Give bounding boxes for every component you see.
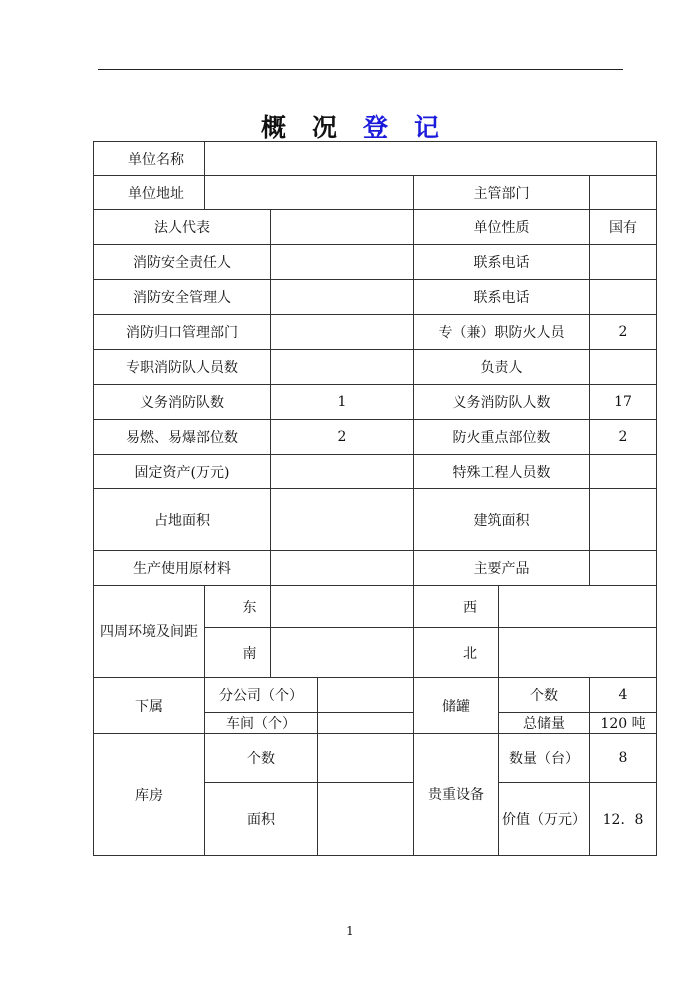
main-products-value[interactable]	[590, 551, 657, 586]
flammable-parts-label: 易燃、易爆部位数	[94, 420, 271, 455]
unit-address-value[interactable]	[205, 176, 414, 210]
fixed-assets-label: 固定资产(万元)	[94, 455, 271, 489]
title-char: 况	[311, 113, 337, 142]
branch-label: 分公司（个）	[205, 678, 318, 713]
unit-nature-value[interactable]: 国有	[590, 210, 657, 245]
tanks-label: 储罐	[414, 678, 499, 734]
title-char: 登	[363, 113, 389, 142]
supervisor-dept-value[interactable]	[590, 176, 657, 210]
legal-rep-label: 法人代表	[94, 210, 271, 245]
fire-safety-manager-value[interactable]	[271, 280, 414, 315]
fire-management-dept-value[interactable]	[271, 315, 414, 350]
fulltime-fire-staff-value[interactable]: 2	[590, 315, 657, 350]
building-area-label: 建筑面积	[414, 489, 590, 551]
supervisor-dept-label: 主管部门	[414, 176, 590, 210]
building-area-value[interactable]	[590, 489, 657, 551]
volunteer-member-count-value[interactable]: 17	[590, 385, 657, 420]
east-label: 东	[205, 586, 271, 628]
contact-phone-2-label: 联系电话	[414, 280, 590, 315]
unit-name-label: 单位名称	[94, 142, 205, 176]
special-staff-value[interactable]	[590, 455, 657, 489]
equipment-qty-value[interactable]: 8	[590, 734, 657, 783]
raw-materials-value[interactable]	[271, 551, 414, 586]
fulltime-team-count-value[interactable]	[271, 350, 414, 385]
east-value[interactable]	[271, 586, 414, 628]
north-value[interactable]	[499, 628, 657, 678]
land-area-value[interactable]	[271, 489, 414, 551]
fire-safety-responsible-label: 消防安全责任人	[94, 245, 271, 280]
person-in-charge-value[interactable]	[590, 350, 657, 385]
fulltime-team-count-label: 专职消防队人员数	[94, 350, 271, 385]
tank-count-label: 个数	[499, 678, 590, 713]
surroundings-label: 四周环境及间距	[94, 586, 205, 678]
title-char: 记	[414, 113, 440, 142]
west-label: 西	[414, 586, 499, 628]
warehouse-count-label: 个数	[205, 734, 318, 783]
equipment-value-label: 价值（万元）	[499, 783, 590, 856]
page-number: 1	[346, 924, 354, 938]
main-products-label: 主要产品	[414, 551, 590, 586]
equipment-value-value[interactable]: 12．8	[590, 783, 657, 856]
branch-value[interactable]	[318, 678, 414, 713]
warehouse-area-value[interactable]	[318, 783, 414, 856]
overview-registration-form	[93, 141, 657, 856]
key-fire-parts-label: 防火重点部位数	[414, 420, 590, 455]
tank-storage-value[interactable]: 120 吨	[590, 713, 657, 734]
south-value[interactable]	[271, 628, 414, 678]
valuable-equipment-label: 贵重设备	[414, 734, 499, 856]
fire-safety-manager-label: 消防安全管理人	[94, 280, 271, 315]
warehouse-area-label: 面积	[205, 783, 318, 856]
person-in-charge-label: 负责人	[414, 350, 590, 385]
tank-count-value[interactable]: 4	[590, 678, 657, 713]
south-label: 南	[205, 628, 271, 678]
flammable-parts-value[interactable]: 2	[271, 420, 414, 455]
raw-materials-label: 生产使用原材料	[94, 551, 271, 586]
unit-address-label: 单位地址	[94, 176, 205, 210]
volunteer-team-count-value[interactable]: 1	[271, 385, 414, 420]
volunteer-team-count-label: 义务消防队数	[94, 385, 271, 420]
land-area-label: 占地面积	[94, 489, 271, 551]
fire-management-dept-label: 消防归口管理部门	[94, 315, 271, 350]
fulltime-fire-staff-label: 专（兼）职防火人员	[414, 315, 590, 350]
header-rule	[98, 69, 623, 70]
subordinate-label: 下属	[94, 678, 205, 734]
contact-phone-1-value[interactable]	[590, 245, 657, 280]
warehouse-count-value[interactable]	[318, 734, 414, 783]
contact-phone-2-value[interactable]	[590, 280, 657, 315]
page-title	[0, 108, 700, 144]
tank-storage-label: 总储量	[499, 713, 590, 734]
fixed-assets-value[interactable]	[271, 455, 414, 489]
unit-name-value[interactable]	[205, 142, 657, 176]
key-fire-parts-value[interactable]: 2	[590, 420, 657, 455]
west-value[interactable]	[499, 586, 657, 628]
contact-phone-1-label: 联系电话	[414, 245, 590, 280]
workshop-value[interactable]	[318, 713, 414, 734]
volunteer-member-count-label: 义务消防队人数	[414, 385, 590, 420]
north-label: 北	[414, 628, 499, 678]
special-staff-label: 特殊工程人员数	[414, 455, 590, 489]
title-char: 概	[260, 113, 286, 142]
workshop-label: 车间（个）	[205, 713, 318, 734]
warehouse-label: 库房	[94, 734, 205, 856]
unit-nature-label: 单位性质	[414, 210, 590, 245]
fire-safety-responsible-value[interactable]	[271, 245, 414, 280]
legal-rep-value[interactable]	[271, 210, 414, 245]
equipment-qty-label: 数量（台）	[499, 734, 590, 783]
